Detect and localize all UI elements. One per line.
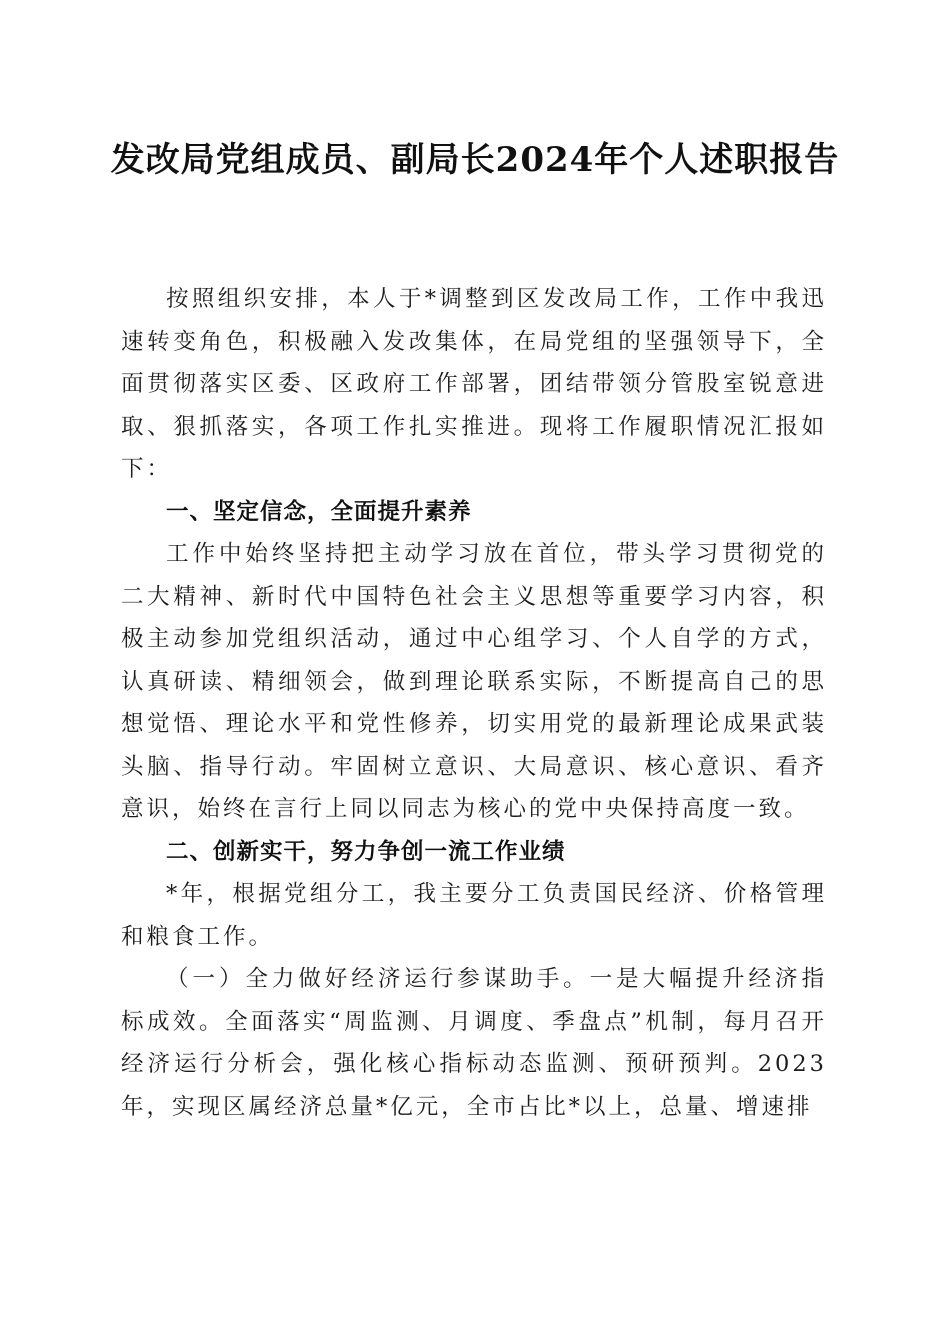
section-heading-2: 二、创新实干，努力争创一流工作业绩 — [166, 838, 566, 865]
section-heading-1: 一、坚定信念，全面提升素养 — [166, 498, 472, 525]
paragraph-study: 工作中始终坚持把主动学习放在首位，带头学习贯彻党的二大精神、新时代中国特色社会主义思想等重要学习内容，积极主动参加党组织活动，通过中心组学习、个人自学的方式，认真研读、精细领会，做到理论联系实际，不断提高自己的思想觉悟、理论水平和党性修养，切实用党的最新理论成果武装头脑、指导行动。牢固树立意识、大局意识、核心意识、看齐意识，始终在言行上同以同志为核心的党中央保持高度一致。 — [121, 541, 827, 822]
paragraph-intro: 按照组织安排，本人于*调整到区发改局工作，工作中我迅速转变角色，积极融入发改集体，在局党组的坚强领导下，全面贯彻落实区委、区政府工作部署，团结带领分管股室锐意进取、狠抓落实，各项工作扎实推进。现将工作履职情况汇报如下： — [121, 286, 827, 482]
document-body — [121, 278, 827, 1128]
paragraph-responsibilities: *年，根据党组分工，我主要分工负责国民经济、价格管理和粮食工作。 — [121, 881, 827, 950]
document-title: 发改局党组成员、副局长2024年个人述职报告 — [110, 140, 840, 180]
paragraph-economy: （一）全力做好经济运行参谋助手。一是大幅提升经济指标成效。全面落实“周监测、月调度、季盘点”机制，每月召开经济运行分析会，强化核心指标动态监测、预研预判。2023年，实现区属经济总量*亿元，全市占比*以上，总量、增速排 — [121, 966, 827, 1120]
